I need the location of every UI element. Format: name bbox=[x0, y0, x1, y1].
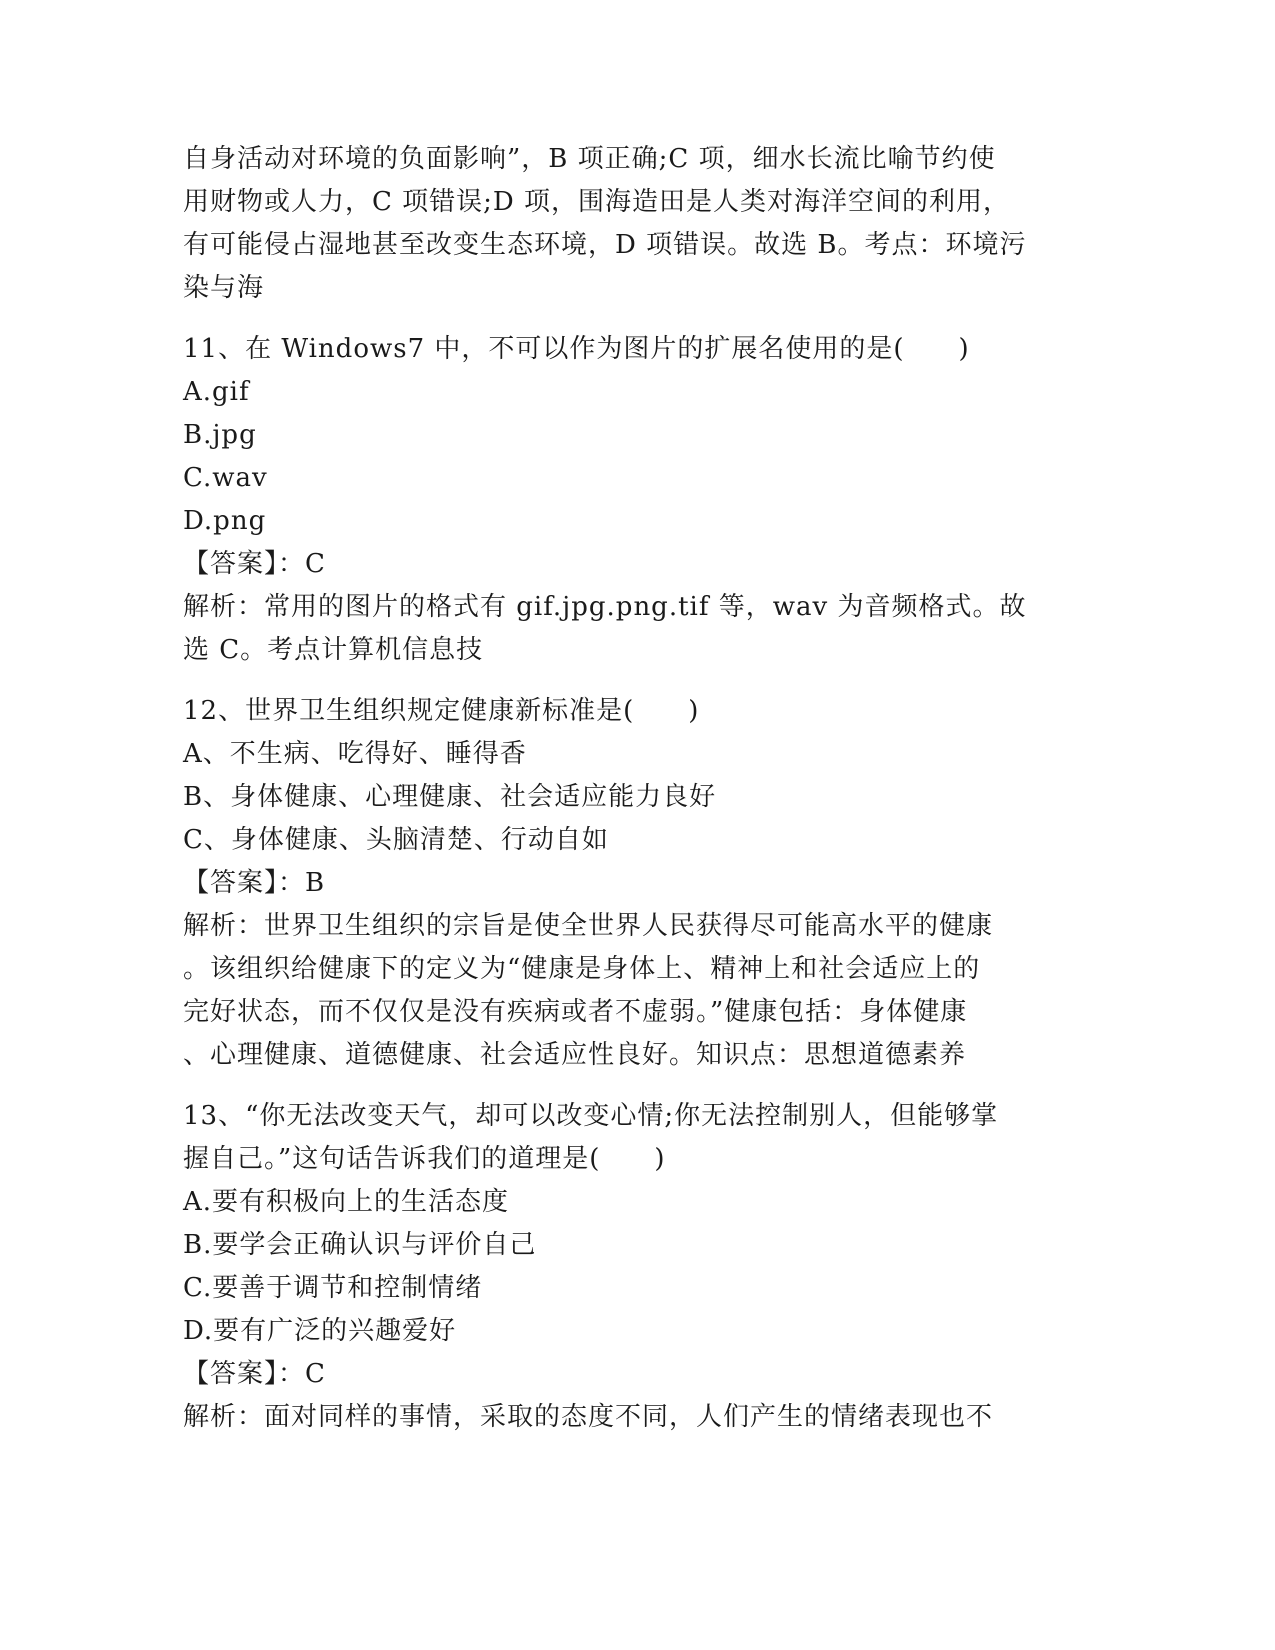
analysis-line: 、心理健康、道德健康、社会适应性良好。知识点：思想道德素养 bbox=[183, 1040, 967, 1070]
option-c: C、身体健康、头脑清楚、行动自如 bbox=[183, 825, 609, 855]
option-a: A.要有积极向上的生活态度 bbox=[183, 1187, 510, 1217]
text-line: 染与海 bbox=[183, 273, 265, 303]
option-b: B.jpg bbox=[183, 420, 257, 450]
question-text: 11、在 Windows7 中，不可以作为图片的扩展名使用的是( ) bbox=[183, 334, 970, 364]
question-text: 12、世界卫生组织规定健康新标准是( ) bbox=[183, 696, 700, 726]
option-a: A、不生病、吃得好、睡得香 bbox=[183, 739, 527, 769]
analysis-continuation bbox=[183, 138, 1083, 310]
document-page bbox=[183, 138, 1083, 1439]
option-b: B、身体健康、心理健康、社会适应能力良好 bbox=[183, 782, 717, 812]
analysis-line: 选 C。考点计算机信息技 bbox=[183, 635, 484, 665]
text-line: 自身活动对环境的负面影响”，B 项正确;C 项，细水长流比喻节约使 bbox=[183, 144, 996, 174]
option-d: D.png bbox=[183, 506, 267, 536]
option-d: D.要有广泛的兴趣爱好 bbox=[183, 1316, 457, 1346]
question-text: 握自己。”这句话告诉我们的道理是( ) bbox=[183, 1144, 666, 1174]
option-c: C.要善于调节和控制情绪 bbox=[183, 1273, 483, 1303]
text-line: 用财物或人力，C 项错误;D 项，围海造田是人类对海洋空间的利用， bbox=[183, 187, 1011, 217]
option-a: A.gif bbox=[183, 377, 250, 407]
option-c: C.wav bbox=[183, 463, 268, 493]
analysis-line: 。该组织给健康下的定义为“健康是身体上、精神上和社会适应上的 bbox=[183, 954, 981, 984]
question-12 bbox=[183, 690, 1083, 1077]
answer-line: 【答案】：C bbox=[183, 1359, 326, 1389]
question-11 bbox=[183, 328, 1083, 672]
option-b: B.要学会正确认识与评价自己 bbox=[183, 1230, 537, 1260]
analysis-line: 完好状态，而不仅仅是没有疾病或者不虚弱。”健康包括：身体健康 bbox=[183, 997, 968, 1027]
question-13 bbox=[183, 1095, 1083, 1439]
answer-line: 【答案】：B bbox=[183, 868, 326, 898]
analysis-line: 解析：世界卫生组织的宗旨是使全世界人民获得尽可能高水平的健康 bbox=[183, 911, 994, 941]
answer-line: 【答案】：C bbox=[183, 549, 326, 579]
analysis-line: 解析：面对同样的事情，采取的态度不同，人们产生的情绪表现也不 bbox=[183, 1402, 994, 1432]
text-line: 有可能侵占湿地甚至改变生态环境，D 项错误。故选 B。考点：环境污 bbox=[183, 230, 1027, 260]
analysis-line: 解析：常用的图片的格式有 gif.jpg.png.tif 等，wav 为音频格式。故 bbox=[183, 592, 1027, 622]
question-text: 13、“你无法改变天气，却可以改变心情;你无法控制别人，但能够掌 bbox=[183, 1101, 999, 1131]
